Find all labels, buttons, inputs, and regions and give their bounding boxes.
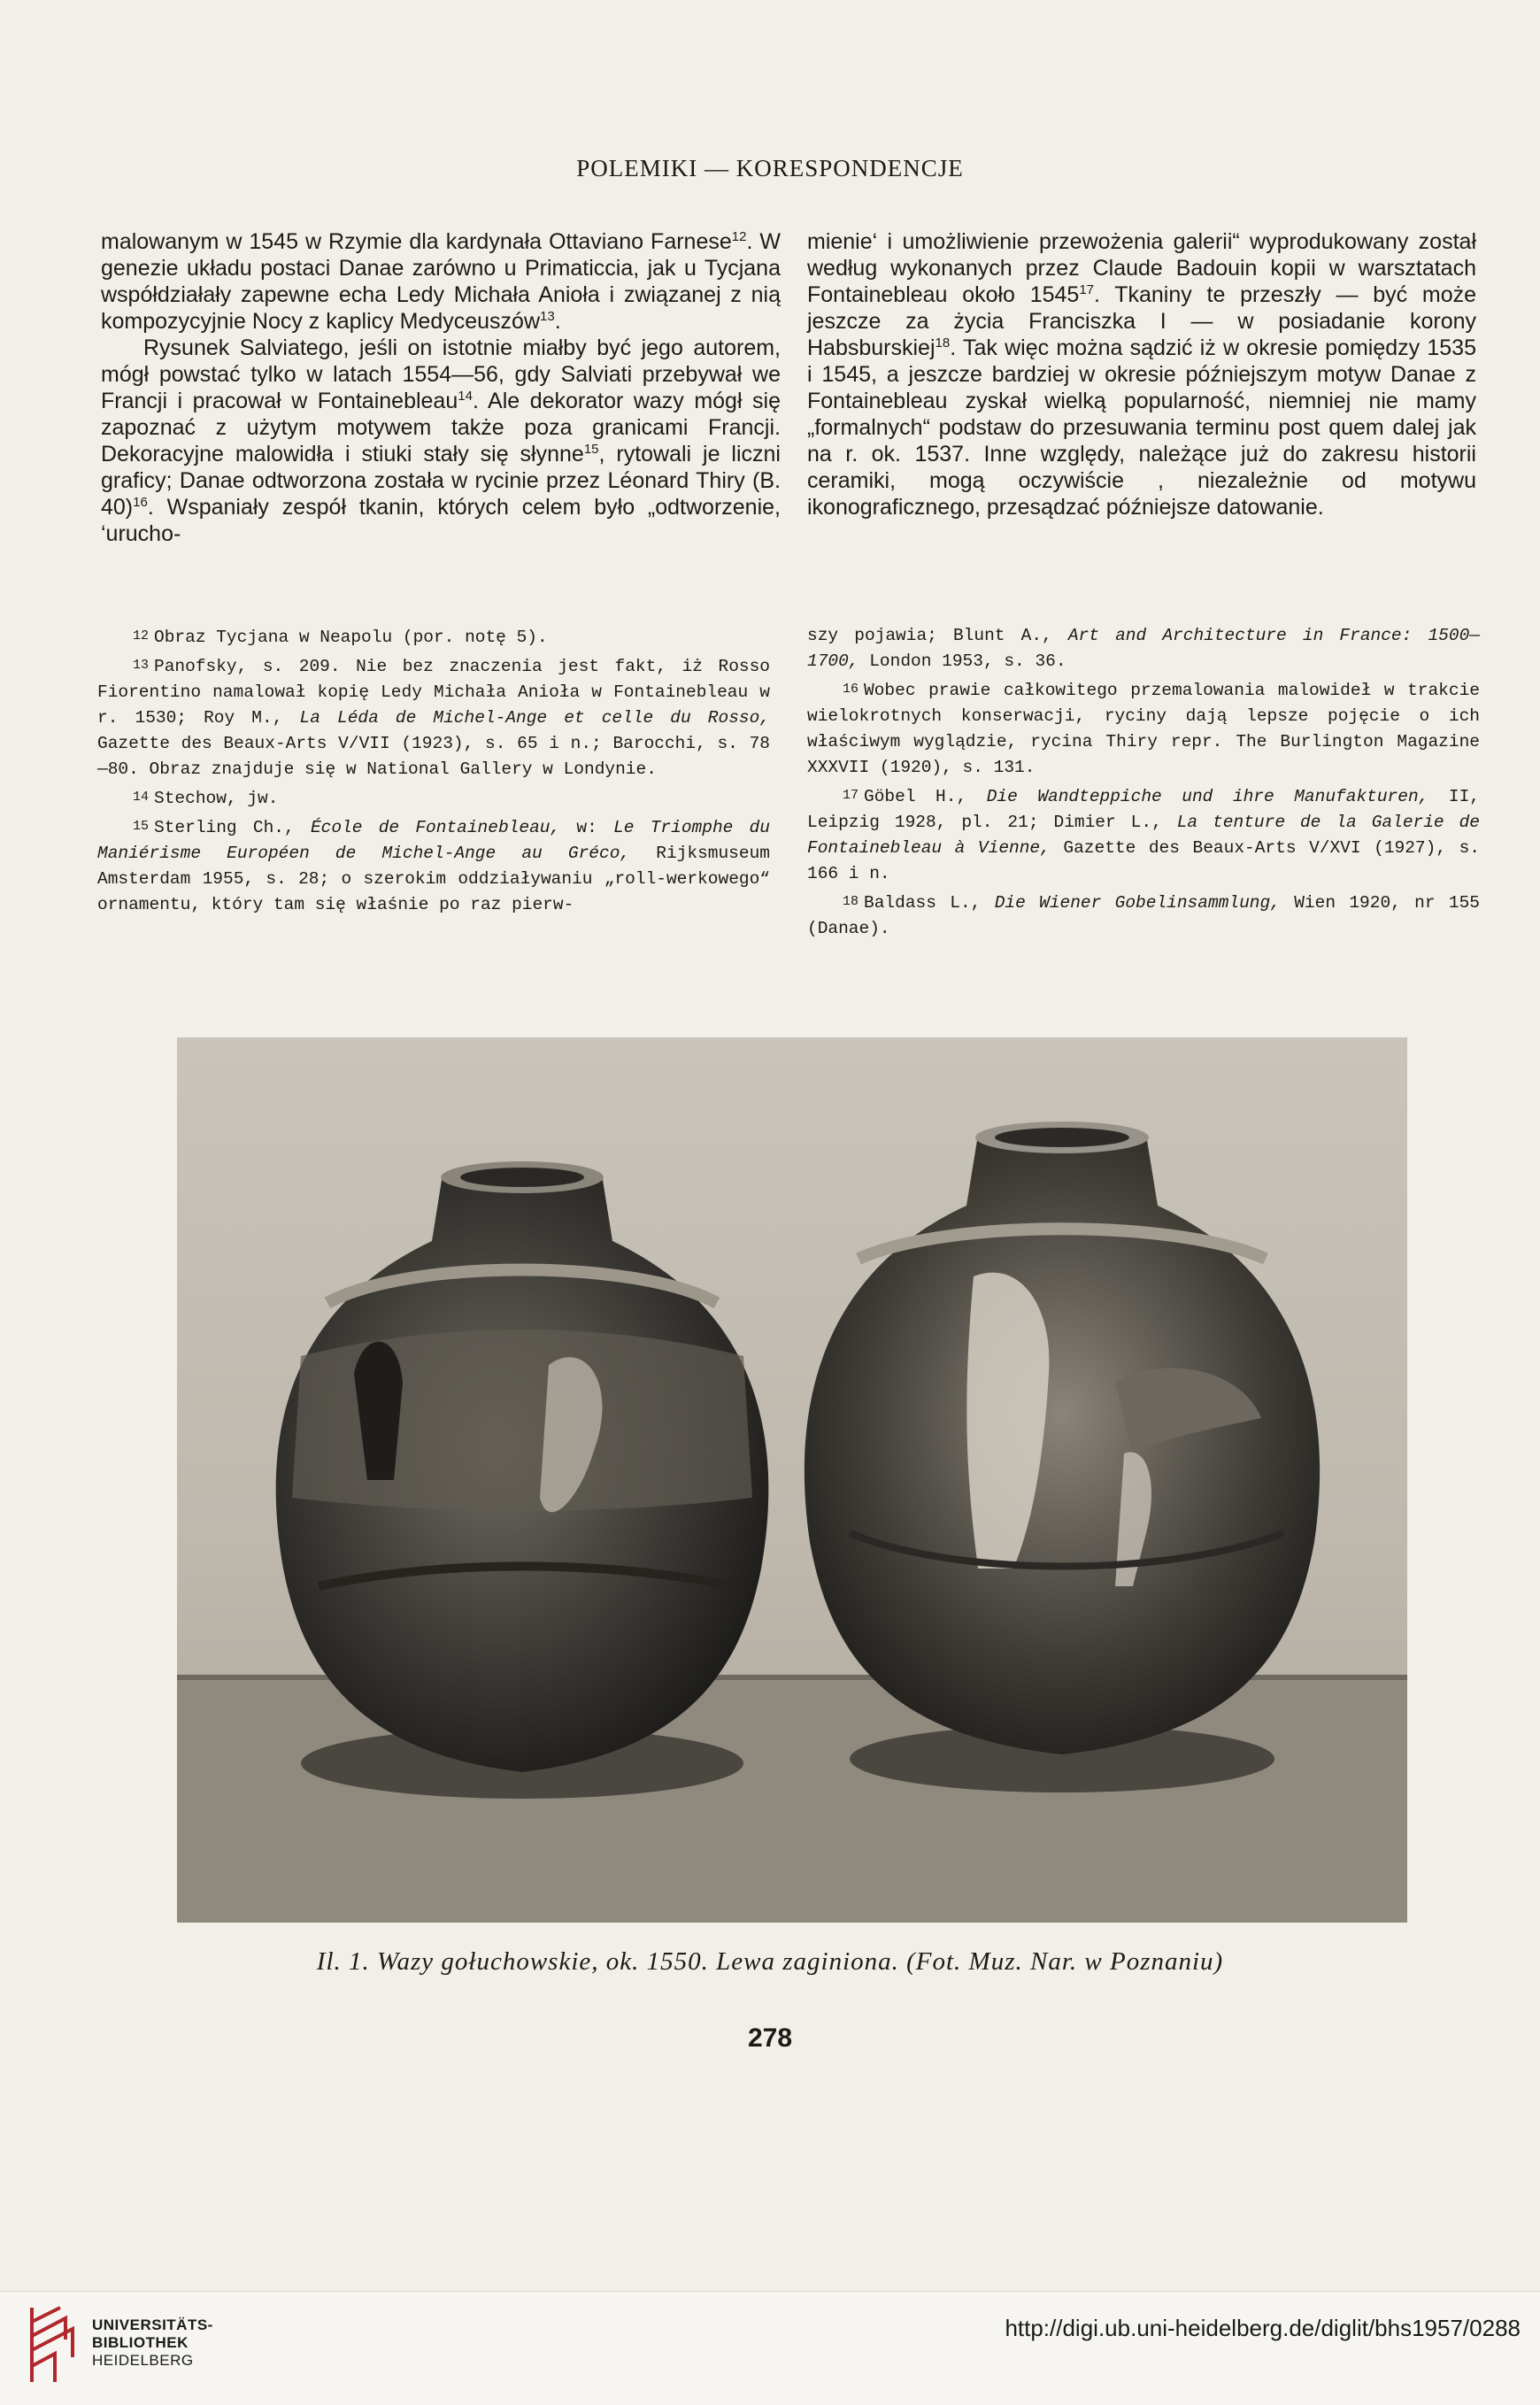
footnote-number: 15 [133, 819, 150, 834]
footnote [807, 782, 1480, 887]
footnote-ref: 18 [935, 335, 951, 351]
text-run: Baldass L., [864, 893, 995, 913]
italic-title: Art and Architecture in France: 1500—1700, [807, 626, 1480, 671]
text-run: malowanym w 1545 w Rzymie dla kardynała Ottaviano Farnese [101, 229, 732, 254]
italic-title: La tenture de la Galerie de Fontainebleau à Vienne, [807, 813, 1480, 858]
footnote [807, 676, 1480, 781]
library-name [92, 2316, 213, 2370]
text-run: . [554, 309, 561, 334]
figure-caption: Il. 1. Wazy gołuchowskie, ok. 1550. Lewa zaginiona. (Fot. Muz. Nar. w Poznaniu) [316, 1947, 1224, 1976]
italic-title: La Léda de Michel-Ange et celle du Rosso, [299, 708, 771, 728]
footnote-number: 14 [133, 790, 150, 805]
text-run: Gazette des Beaux-Arts V/VII (1923), s. 65 i n.; Barocchi, s. 78—80. Obraz znajduje się w National Gallery w Londynie. [97, 734, 770, 779]
text-run: Göbel H., [864, 787, 987, 806]
body-paragraph [807, 228, 1476, 520]
footnote [97, 652, 770, 782]
footnotes-left [97, 623, 770, 920]
footnote-ref: 16 [133, 495, 148, 510]
library-name-line1: UNIVERSITÄTS- [92, 2316, 213, 2333]
footnote [97, 623, 770, 651]
italic-title: Die Wandteppiche und ihre Manufakturen, [986, 787, 1429, 806]
text-run: Panofsky, s. 209. Nie bez znaczenia jest fakt, iż Rosso Fiorentino namalował kopię Ledy Michała Anioła w Fontainebleau w r. 1530; Roy M., [97, 657, 770, 728]
footnotes-right [807, 623, 1480, 944]
source-url-link[interactable]: http://digi.ub.uni-heidelberg.de/diglit/bhs1957/0288 [1005, 2315, 1521, 2341]
running-head: POLEMIKI — KORESPONDENCJE [576, 155, 964, 181]
library-name-line3: HEIDELBERG [92, 2352, 194, 2369]
footnote-number: 16 [843, 682, 859, 697]
footnote-ref: 12 [731, 229, 747, 244]
footnote-number: 13 [133, 658, 150, 673]
library-logo-icon [25, 2304, 80, 2386]
vases-photograph [177, 1037, 1407, 1923]
footnote [97, 813, 770, 918]
text-run: . Wspaniały zespół tkanin, których celem było „odtworzenie, ‘urucho- [101, 495, 781, 546]
footnote-ref: 13 [540, 309, 555, 324]
page-number: 278 [747, 2023, 793, 2053]
footnote [807, 623, 1480, 674]
footnote-ref: 14 [458, 389, 473, 404]
text-run: II, Leipzig 1928, pl. 21; Dimier L., [807, 787, 1480, 832]
text-run: Rijksmuseum Amsterdam 1955, s. 28; o szerokim oddziaływaniu „roll-werkowego“ ornamentu, który tam się właśnie po raz pierw- [97, 844, 770, 914]
text-run: Wobec prawie całkowitego przemalowania malowideł w trakcie wielokrotnych konserwacji, ryciny dają lepsze pojęcie o ich właściwym wyglądzie, rycina Thiry repr. The Burlington Magazine XXXVII (1920), s. 131. [807, 681, 1480, 777]
footnote-ref: 17 [1079, 282, 1094, 297]
body-paragraph [101, 335, 781, 547]
text-run: Rysunek Salviatego, jeśli on istotnie miałby być jego autorem, mógł powstać tylko w latach 1554—56, gdy Salviati przebywał we Francji i pracował w Fontainebleau [101, 335, 781, 413]
text-run: . Tkaniny te przeszły — być może jeszcze za życia Franciszka I — w posiadanie korony Habsburskiej [807, 282, 1477, 360]
italic-title: Die Wiener Gobelinsammlung, [994, 893, 1281, 913]
text-run: Obraz Tycjana w Neapolu (por. notę 5). [154, 628, 548, 647]
footnote-number: 12 [133, 628, 150, 644]
text-run: Sterling Ch., [154, 818, 311, 837]
body-column-right [807, 228, 1476, 520]
text-run: Stechow, jw. [154, 789, 279, 808]
text-run: . Tak więc można sądzić iż w okresie pomiędzy 1535 i 1545, a jeszcze bardziej w okresie późniejszym motyw Danae z Fontainebleau zyskał wielką popularność, niemniej nie mamy „formalnych“ podstaw do przesuwania terminu post quem dalej jak na r. ok. 1537. Inne względy, należące już do zakresu historii ceramiki, mogą oczywiście , niezależnie od motywu ikonograficznego, przesądzać późniejsze datowanie. [807, 335, 1476, 520]
text-run: . Ale dekorator wazy mógł się zapoznać z użytym motywem także poza granicami Francji. Dekoracyjne malowidła i stiuki stały się słynne [101, 389, 781, 466]
body-paragraph [101, 228, 781, 335]
footer-bar [0, 2291, 1540, 2405]
text-run: Gazette des Beaux-Arts V/XVI (1927), s. 166 i n. [807, 838, 1480, 883]
footnote [807, 889, 1480, 942]
footnote [97, 784, 770, 812]
body-column-left [101, 228, 781, 547]
footnote-number: 17 [843, 788, 859, 803]
text-run: London 1953, s. 36. [859, 651, 1066, 671]
text-run: . W genezie układu postaci Danae zarówno u Primaticcia, jak u Tycjana współdziałały zapewne echa Ledy Michała Anioła i związanej z nią kompozycyjnie Nocy z kaplicy Medyceuszów [101, 229, 781, 334]
text-run: , rytowali je liczni graficy; Danae odtworzona została w rycinie przez Léonard Thiry (B. 40) [101, 442, 781, 520]
footnote-ref: 15 [583, 442, 599, 457]
text-run: mienie‘ i umożliwienie przewożenia galerii“ wyprodukowany został według wykonanych przez Claude Badouin kopii w warsztatach Fontainebleau około 1545 [807, 229, 1476, 307]
italic-title: École de Fontainebleau, [310, 818, 561, 837]
text-run: Wien 1920, nr 155 (Danae). [807, 893, 1481, 938]
footnote-number: 18 [843, 894, 859, 909]
text-run: w: [560, 818, 614, 837]
italic-title: Le Triomphe du Maniérisme Européen de Michel-Ange au Gréco, [97, 818, 770, 863]
text-run: szy pojawia; Blunt A., [807, 626, 1068, 645]
library-name-line2: BIBLIOTHEK [92, 2334, 189, 2351]
